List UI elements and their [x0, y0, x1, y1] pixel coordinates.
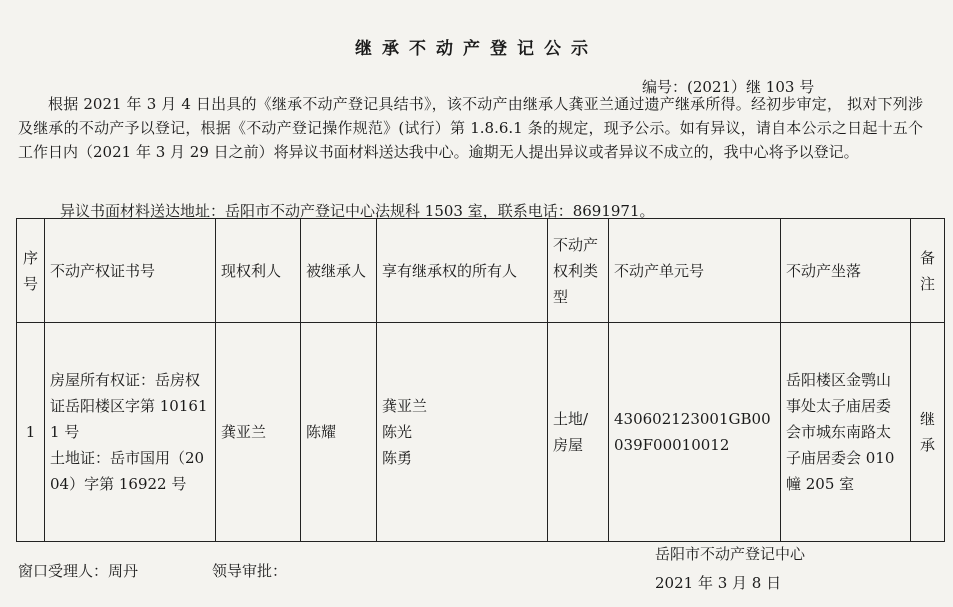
document-title: 继承不动产登记公示 — [355, 39, 598, 59]
header-location: 不动产坐落 — [781, 219, 911, 323]
cell-heirs: 龚亚兰 陈光 陈勇 — [377, 323, 548, 542]
header-right-type: 不动产权利类型 — [548, 219, 609, 323]
header-unit-no: 不动产单元号 — [609, 219, 781, 323]
header-decedent: 被继承人 — [301, 219, 377, 323]
objection-address: 异议书面材料送达地址：岳阳市不动产登记中心法规科 1503 室，联系电话：8691971。 — [60, 202, 655, 220]
cell-right-type: 土地/房屋 — [548, 323, 609, 542]
table-row — [17, 323, 945, 542]
header-current-holder: 现权利人 — [216, 219, 301, 323]
table-header-row — [17, 219, 945, 323]
registration-table — [16, 218, 945, 542]
cell-decedent: 陈耀 — [301, 323, 377, 542]
document-number: 编号：(2021）继 103 号 — [642, 78, 815, 96]
header-heirs: 享有继承权的所有人 — [377, 219, 548, 323]
header-seq: 序号 — [17, 219, 45, 323]
leader-approval: 领导审批： — [212, 562, 288, 580]
notice-body — [18, 92, 923, 164]
cell-remarks: 继承 — [911, 323, 945, 542]
issuing-organization: 岳阳市不动产登记中心 — [655, 545, 806, 563]
header-cert-no: 不动产权证书号 — [45, 219, 216, 323]
cell-seq: 1 — [17, 323, 45, 542]
issue-date: 2021 年 3 月 8 日 — [655, 574, 782, 592]
cell-location: 岳阳楼区金鹗山事处太子庙居委会市城东南路太子庙居委会 010 幢 205 室 — [781, 323, 911, 542]
window-clerk: 窗口受理人：周丹 — [18, 562, 139, 580]
cell-cert-no: 房屋所有权证：岳房权证岳阳楼区字第 101611 号 土地证：岳市国用（2004）字第 16922 号 — [45, 323, 216, 542]
cell-unit-no: 430602123001GB00039F00010012 — [609, 323, 781, 542]
notice-paragraph: 根据 2021 年 3 月 4 日出具的《继承不动产登记具结书》，该不动产由继承人龚亚兰通过遗产继承所得。经初步审定， 拟对下列涉及继承的不动产予以登记，根据《不动产登记操作规范》(试行）第 1.8.6.1 条的规定，现予公示。如有异议，请自本公示之日起十五个工作日内（2021 年 3 月 29 日之前）将异议书面材料送达我中心。逾期无人提出异议或者异议不成立的，我中心将予以登记。 — [18, 95, 923, 161]
cell-current-holder: 龚亚兰 — [216, 323, 301, 542]
header-remarks: 备注 — [911, 219, 945, 323]
